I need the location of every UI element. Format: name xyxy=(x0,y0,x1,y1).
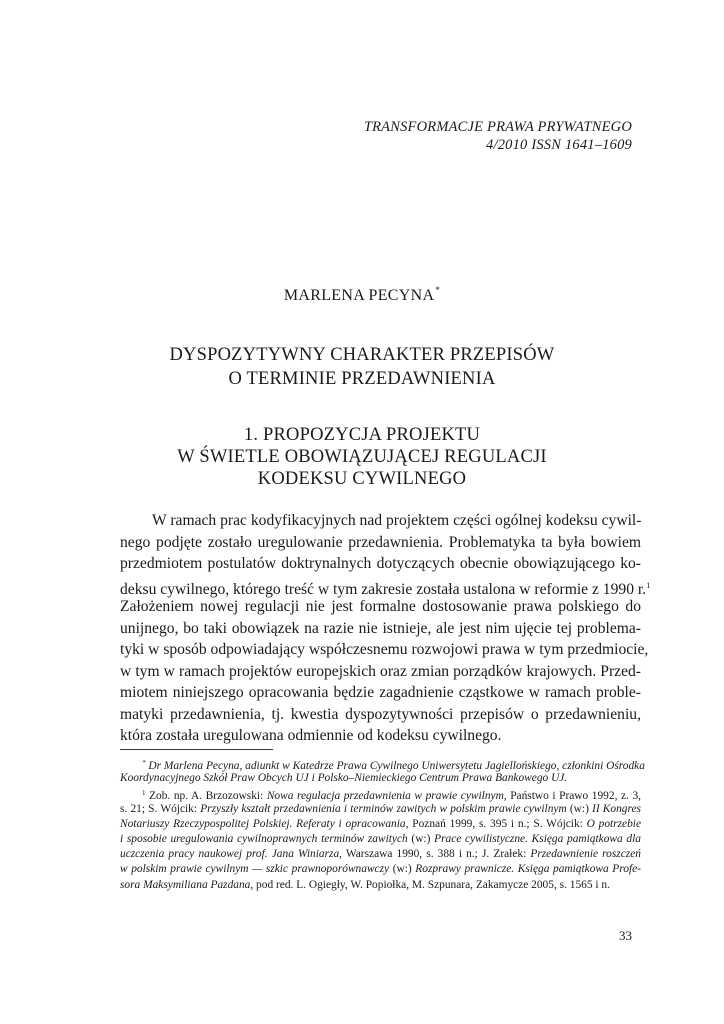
journal-issue: 4/2010 ISSN 1641–1609 xyxy=(486,137,632,153)
body-line: która została uregulowana odmiennie od kodeksu cywilnego. xyxy=(120,727,502,744)
footnote-line xyxy=(120,802,641,817)
section-heading-line: W ŚWIETLE OBOWIĄZUJĄCEJ REGULACJI xyxy=(177,447,547,467)
footnote-line: Koordynacyjnego Szkół Praw Obcych UJ i Polsko–Niemieckiego Centrum Prawa Bankowego UJ. xyxy=(120,772,568,785)
section-heading xyxy=(0,424,724,490)
section-heading-line: KODEKSU CYWILNEGO xyxy=(257,469,467,489)
article-title-line: O TERMINIE PRZEDAWNIENIA xyxy=(228,369,496,389)
footnote-text: , pod red. L. Ogiegły, W. Popiołka, M. Szpunara, Zakamycze 2005, s. 1565 i n. xyxy=(250,878,610,891)
footnote-text: (w:) xyxy=(389,863,416,876)
body-line: W ramach prac kodyfikacyjnych nad projektem części ogólnej kodeksu cywil- xyxy=(152,512,642,529)
footnote-line xyxy=(120,756,645,772)
article-title-line: DYSPOZYTYWNY CHARAKTER PRZEPISÓW xyxy=(169,345,555,365)
footnote-cited-title: i sposobie uregulowania cywilnoprawnych terminów zawitych xyxy=(120,832,408,845)
footnote-line xyxy=(120,832,641,847)
footnote-marker: 1 xyxy=(142,789,146,798)
footnote-cited-title: Prace cywilistyczne. Księga pamiątkowa dla xyxy=(434,832,641,845)
footnote-line xyxy=(120,786,641,801)
body-line: matyki przedawnienia, tj. kwestia dyspozytywności przepisów o przedawnieniu, xyxy=(120,705,641,723)
journal-header xyxy=(364,118,632,154)
footnote-cited-title: II Kongres xyxy=(592,802,641,815)
footnote-text: (w:) xyxy=(566,802,593,815)
section-heading-line: 1. PROPOZYCJA PROJEKTU xyxy=(243,425,481,445)
body-line-text: deksu cywilnego, którego treść w tym zakresie została ustalona w reformie z 1990 r. xyxy=(120,580,647,598)
footnote-cited-title: sora Maksymiliana Pazdana xyxy=(120,878,251,891)
body-line: tyki w sposób odpowiadający współczesnemu rozwojowi prawa w tym przedmiocie, xyxy=(120,641,649,658)
article-title xyxy=(0,343,724,391)
author-footnote-marker: * xyxy=(435,285,441,295)
body-line: Założeniem nowej regulacji nie jest formalne dostosowanie prawa polskiego do xyxy=(120,598,641,615)
footnote-separator xyxy=(120,749,273,750)
body-paragraph xyxy=(120,510,651,747)
author-name-block xyxy=(0,285,724,305)
footnote-line xyxy=(120,817,641,832)
footnote-cited-title: Notariuszy Rzeczypospolitej Polskiej. Referaty i opracowania xyxy=(120,817,406,830)
body-line: w tym w ramach projektów europejskich oraz zmian porządków krajowych. Przed- xyxy=(120,662,641,680)
footnote-text: (w:) xyxy=(407,832,435,845)
page-number: 33 xyxy=(619,928,632,943)
footnote-text: , Warszawa 1990, s. 388 i n.; J. Zrałek: xyxy=(339,848,531,861)
journal-title: TRANSFORMACJE PRAWA PRYWATNEGO xyxy=(363,119,632,135)
footnote-text: s. 21; S. Wójcik: xyxy=(120,802,201,815)
footnote-cited-title: O potrzebie xyxy=(586,817,642,830)
footnote-line xyxy=(120,878,641,893)
footnote-cited-title: Przyszły kształt przedawnienia i terminów zawitych w polskim prawie cywilnym xyxy=(200,802,567,815)
footnote-text: Dr Marlena Pecyna, adiunkt w Katedrze Prawa Cywilnego Uniwersytetu Jagiellońskiego, członkini Ośrodka xyxy=(148,760,645,772)
footnote-text: Zob. np. A. Brzozowski: xyxy=(149,790,267,803)
footnote-text: , Państwo i Prawo 1992, z. 3, xyxy=(503,790,641,803)
body-line: nego podjęte zostało uregulowanie przedawnienia. Problematyka ta była bowiem xyxy=(120,533,641,551)
footnote-ref-1: 1 xyxy=(646,579,651,590)
body-line xyxy=(120,575,651,598)
footnote-cited-title: uczczenia pracy naukowej prof. Jana Winiarza xyxy=(120,848,340,861)
footnote-marker: * xyxy=(142,759,146,767)
footnote-text: , Poznań 1999, s. 395 i n.; S. Wójcik: xyxy=(405,817,587,830)
body-line: przedmiotem postulatów doktrynalnych dotyczących obecnie obowiązującego ko- xyxy=(120,555,641,572)
author-name: MARLENA PECYNA xyxy=(283,287,435,304)
footnote-cited-title: Przedawnienie roszczeń xyxy=(530,848,641,861)
footnote-cited-title: Rozprawy prawnicze. Księga pamiątkowa Profe- xyxy=(415,863,641,876)
body-line: miotem niniejszego opracowania będzie zagadnienie cząstkowe w ramach proble- xyxy=(120,684,641,701)
body-line: unijnego, bo taki obowiązek na razie nie istnieje, ale jest nim ujęcie tej problema- xyxy=(120,619,641,637)
footnotes xyxy=(120,756,645,893)
footnote-cited-title: w polskim prawie cywilnym — szkic prawnoporównawczy xyxy=(120,863,390,876)
footnote-line xyxy=(120,862,641,877)
footnote-line xyxy=(120,847,641,862)
footnote-cited-title: Nowa regulacja przedawnienia w prawie cywilnym xyxy=(266,790,504,803)
